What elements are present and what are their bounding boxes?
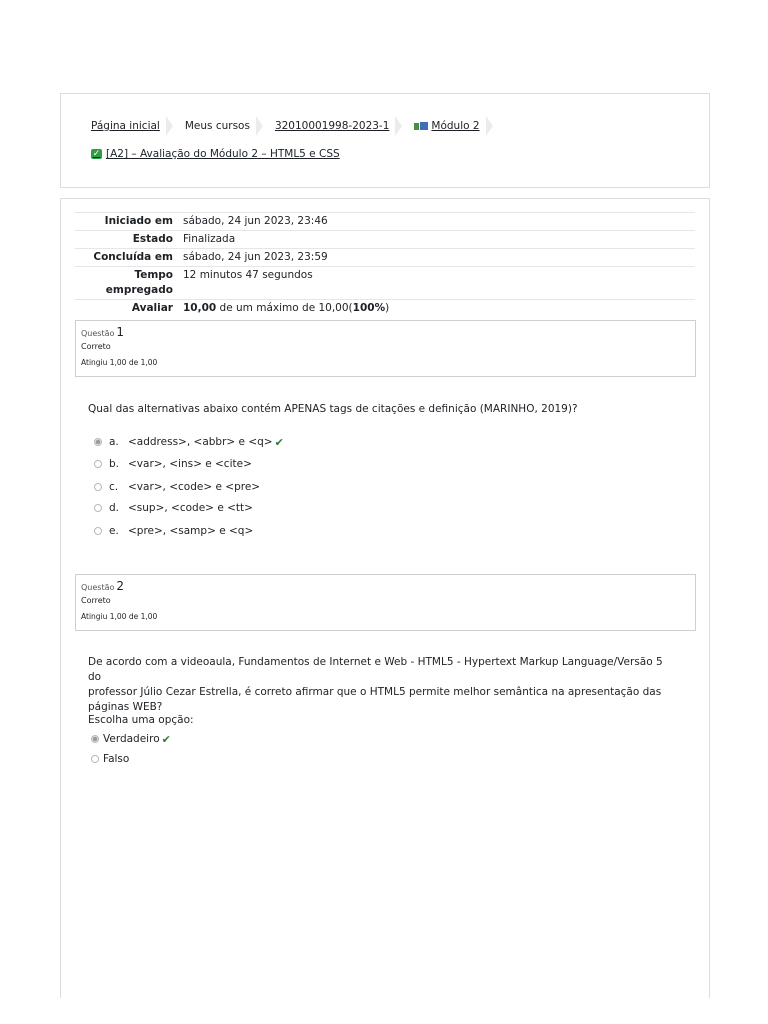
time-label-line2: empregado: [105, 284, 173, 296]
question-mark: Atingiu 1,00 de 1,00: [81, 358, 158, 367]
radio-button[interactable]: [94, 438, 102, 446]
question-prefix: Questão: [81, 329, 115, 338]
option-letter: a.: [109, 436, 119, 448]
radio-button[interactable]: [94, 504, 102, 512]
attempt-summary-table: [75, 212, 695, 317]
option-letter: b.: [109, 458, 120, 470]
time-label-line1: Tempo: [134, 269, 173, 281]
question-prefix: Questão: [81, 583, 115, 592]
activity-link-label: [A2] – Avaliação do Módulo 2 – HTML5 e CSS: [106, 148, 340, 160]
answer-option-b[interactable]: [94, 457, 252, 471]
question-number: [81, 579, 690, 593]
started-label: Iniciado em: [75, 213, 183, 231]
grade-percent: 100%: [352, 302, 386, 314]
question-state: Correto: [81, 596, 111, 605]
radio-button[interactable]: [94, 460, 102, 468]
option-text: <pre>, <samp> e <q>: [128, 525, 254, 537]
checkbox-icon: ✓: [92, 149, 101, 159]
choose-option-prompt: Escolha uma opção:: [88, 714, 194, 726]
started-value: sábado, 24 jun 2023, 23:46: [183, 213, 695, 231]
book-icon: [414, 121, 427, 131]
radio-button[interactable]: [91, 735, 99, 743]
question-mark: Atingiu 1,00 de 1,00: [81, 612, 158, 621]
question-number-value: 1: [116, 325, 125, 339]
state-value: Finalizada: [183, 231, 695, 249]
question-text-line: professor Júlio Cezar Estrella, é correto afirmar que o HTML5 permite melhor semântica na apresentação das: [88, 686, 662, 698]
summary-row-started: [75, 213, 695, 231]
breadcrumb-separator: [166, 116, 173, 136]
answer-option-false[interactable]: [91, 752, 129, 766]
breadcrumb-separator: [256, 116, 263, 136]
radio-button[interactable]: [91, 755, 99, 763]
page-header: [60, 93, 710, 188]
activity-link[interactable]: [91, 148, 340, 160]
breadcrumb-home[interactable]: Página inicial: [91, 120, 160, 132]
grade-value: [183, 300, 695, 318]
time-label: [75, 267, 183, 300]
grade-max: de um máximo de 10,00(: [216, 302, 353, 314]
summary-row-grade: [75, 300, 695, 318]
answer-option-d[interactable]: [94, 501, 253, 515]
option-text: Falso: [103, 753, 130, 765]
summary-row-state: [75, 231, 695, 249]
question-info-1: [75, 320, 696, 377]
summary-row-completed: [75, 249, 695, 267]
summary-row-time: [75, 267, 695, 300]
completed-value: sábado, 24 jun 2023, 23:59: [183, 249, 695, 267]
option-text: <var>, <ins> e <cite>: [128, 458, 252, 470]
quiz-review: [60, 198, 710, 998]
question-text-line: páginas WEB?: [88, 701, 163, 713]
completed-label: Concluída em: [75, 249, 183, 267]
breadcrumb-my-courses: Meus cursos: [184, 120, 250, 132]
question-number: [81, 325, 690, 339]
question-state: Correto: [81, 342, 111, 351]
option-letter: d.: [109, 502, 120, 514]
question-text-1: Qual das alternativas abaixo contém APENAS tags de citações e definição (MARINHO, 2019)?: [88, 403, 578, 415]
check-icon: ✔: [161, 732, 171, 746]
state-label: Estado: [75, 231, 183, 249]
option-text: Verdadeiro: [103, 733, 160, 745]
option-text: <sup>, <code> e <tt>: [128, 502, 253, 514]
option-text: <address>, <abbr> e <q>: [128, 436, 273, 448]
breadcrumb-course[interactable]: 32010001998-2023-1: [274, 120, 390, 132]
grade-score: 10,00: [183, 302, 217, 314]
question-text-line: De acordo com a videoaula, Fundamentos de Internet e Web - HTML5 - Hypertext Markup Language/Versão 5 do: [88, 656, 663, 683]
check-icon: ✔: [274, 435, 284, 449]
grade-label: Avaliar: [75, 300, 183, 318]
time-value: 12 minutos 47 segundos: [183, 267, 695, 300]
breadcrumb-separator: [486, 116, 493, 136]
answer-option-e[interactable]: [94, 524, 253, 538]
breadcrumb-module[interactable]: [414, 120, 479, 132]
option-letter: e.: [109, 525, 119, 537]
answer-option-a[interactable]: [94, 435, 284, 449]
radio-button[interactable]: [94, 527, 102, 535]
breadcrumb: [91, 118, 505, 134]
answer-option-c[interactable]: [94, 480, 260, 494]
grade-close: ): [385, 302, 390, 314]
answer-option-true[interactable]: [91, 732, 171, 746]
question-info-2: [75, 574, 696, 631]
question-number-value: 2: [116, 579, 125, 593]
breadcrumb-module-label: Módulo 2: [431, 120, 480, 132]
option-text: <var>, <code> e <pre>: [128, 481, 261, 493]
option-letter: c.: [109, 481, 119, 493]
radio-button[interactable]: [94, 483, 102, 491]
breadcrumb-separator: [395, 116, 402, 136]
question-text-2: [88, 655, 678, 715]
